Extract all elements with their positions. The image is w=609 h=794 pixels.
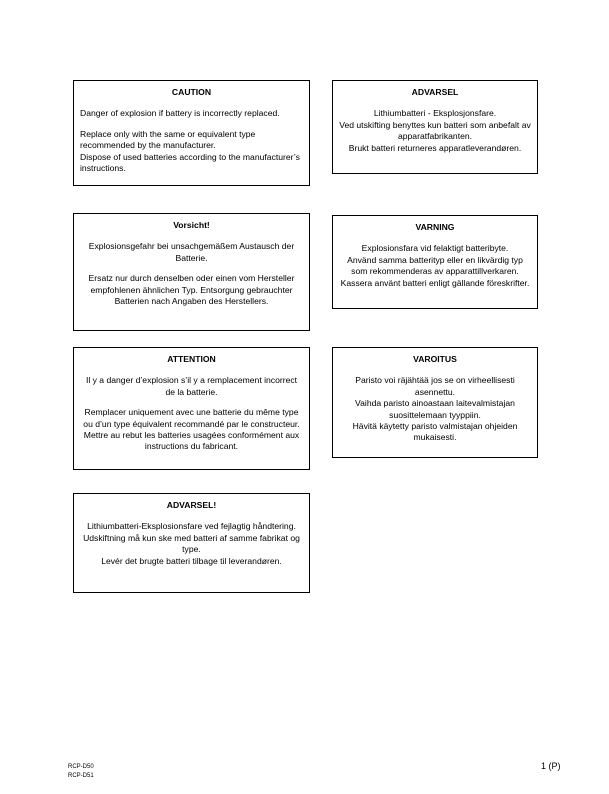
model-number: RCP-D51 <box>68 772 94 779</box>
notice-text: Explosionsfara vid felaktigt batteribyte. <box>361 243 509 254</box>
notice-text: Danger of explosion if battery is incorrectly replaced. <box>80 108 280 119</box>
notice-text: Explosionsgefahr bei unsachgemäßem Austausch der Batterie. <box>88 241 295 263</box>
page-number: 1 (P) <box>541 761 561 771</box>
notice-title: VAROITUS <box>413 354 457 364</box>
notice-text: Lithiumbatteri - Eksplosjonsfare. <box>373 108 497 119</box>
notice-text: Vaihda paristo ainoastaan laitevalmistajan suosittelemaan tyyppiin. <box>355 398 515 420</box>
notice-text: Mettre au rebut les batteries usagées conformément aux instructions du fabricant. <box>83 430 300 452</box>
notice-text: Hävitä käytetty paristo valmistajan ohjeiden mukaisesti. <box>352 421 518 443</box>
notice-text: Dispose of used batteries according to the manufacturer’s instructions. <box>80 151 300 174</box>
notice-text: Kassera använt batteri enligt gällande föreskrifter. <box>340 277 530 288</box>
notice-text: Paristo voi räjähtää jos se on virheellisesti asennettu. <box>355 375 515 397</box>
notice-text: Udskiftning må kun ske med batteri af samme fabrikat og type. <box>83 532 300 555</box>
notice-text: Levér det brugte batteri tilbage til leverandøren. <box>101 555 282 566</box>
advarsel-notice-da <box>73 493 310 593</box>
model-number: RCP-D50 <box>68 764 94 770</box>
notice-text: Använd samma batterityp eller en likvärdig typ som rekommenderas av apparattillverkaren. <box>347 254 523 277</box>
varoitus-notice-fi <box>332 347 538 458</box>
notice-title: Vorsicht! <box>173 220 210 230</box>
advarsel-notice-no <box>332 80 538 174</box>
notice-title: ADVARSEL <box>411 87 459 97</box>
notice-text: Brukt batteri returneres apparatleverandøren. <box>348 142 522 153</box>
notice-title: ADVARSEL! <box>166 500 217 510</box>
notice-text: Ved utskifting benyttes kun batteri som anbefalt av apparatfabrikanten. <box>339 119 531 142</box>
notice-text: Remplacer uniquement avec une batterie du même type ou d’un type équivalent recommandé par le constructeur. <box>83 407 300 429</box>
varning-notice-sv <box>332 215 538 309</box>
notice-title: CAUTION <box>171 87 212 97</box>
notice-text: Replace only with the same or equivalent type recommended by the manufacturer. <box>80 128 256 151</box>
caution-notice-en <box>73 80 310 186</box>
notice-title: VARNING <box>415 222 455 232</box>
vorsicht-notice-de <box>73 213 310 331</box>
model-numbers <box>68 763 94 780</box>
notice-text: Ersatz nur durch denselben oder einen vom Hersteller empfohlenen ähnlichen Typ. Entsorgung gebrauchter Batterien nach Angaben des Herstellers. <box>88 273 295 307</box>
notice-title: ATTENTION <box>167 354 216 364</box>
notice-text: Il y a danger d’explosion s’il y a remplacement incorrect de la batterie. <box>85 375 298 397</box>
attention-notice-fr <box>73 347 310 470</box>
notice-text: Lithiumbatteri-Eksplosionsfare ved fejlagtig håndtering. <box>87 521 296 532</box>
